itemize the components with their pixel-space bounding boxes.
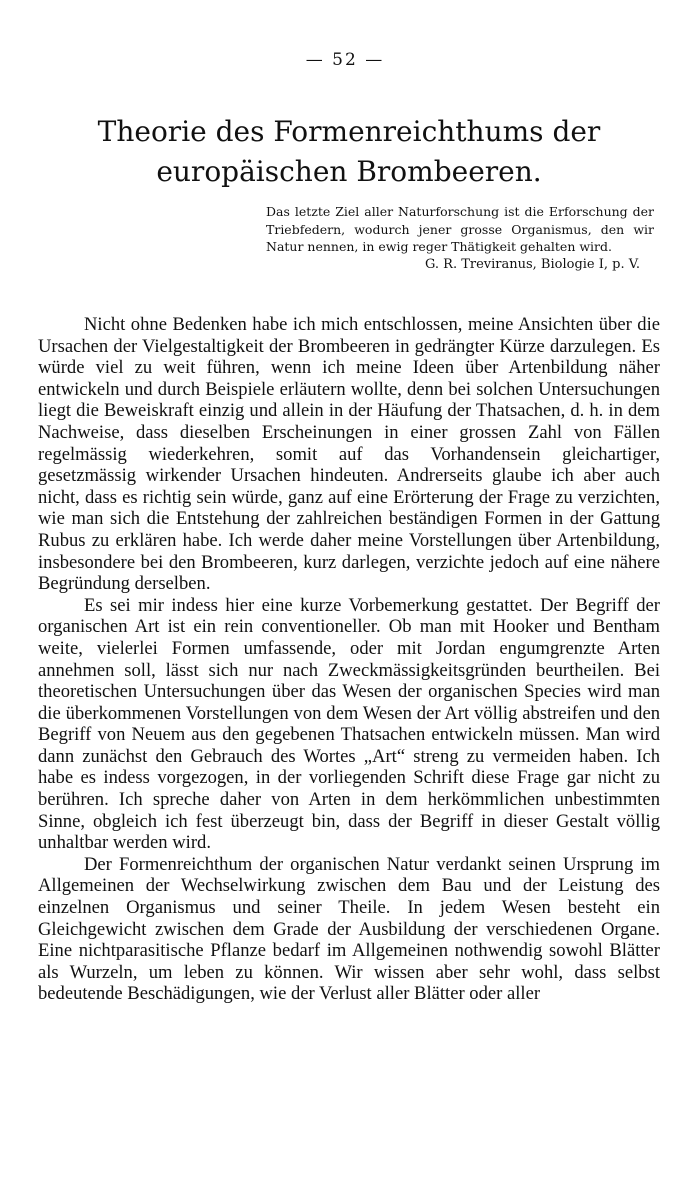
epigraph-source: G. R. Treviranus, Biologie I, p. V. [424, 256, 640, 272]
paragraph-3: Der Formenreichthum der organischen Natur verdankt seinen Ursprung im Allgemeinen der Wechselwirkung zwischen dem Bau und der Leistung des einzelnen Organismus und seiner Theile. In jedem Wesen besteht ein Gleichgewicht zwischen dem Grade der Ausbildung der verschiedenen Organe. Eine nichtparasitische Pflanze bedarf im Allgemeinen nothwendig sowohl Blätter als Wurzeln, um leben zu können. Wir wissen aber sehr wohl, dass selbst bedeutende Beschädigungen, wie der Verlust aller Blätter oder aller [38, 853, 660, 1005]
epigraph [266, 203, 654, 273]
paragraph-2: Es sei mir indess hier eine kurze Vorbemerkung gestattet. Der Begriff der organischen Art ist ein rein conventioneller. Ob man mit Hooker und Bentham weite, vielerlei Formen umfassende, oder mit Jordan engumgrenzte Arten annehmen soll, lässt sich nur nach Zweckmässigkeitsgründen beurtheilen. Bei theoretischen Untersuchungen über das Wesen der organischen Species wird man die überkommenen Vorstellungen von dem Wesen der Art völlig abstreifen und den Begriff von Neuem aus den gegebenen Thatsachen entwickeln müssen. Man wird dann zunächst den Gebrauch des Wortes „Art“ streng zu vermeiden haben. Ich habe es indess vorgezogen, in der vorliegenden Schrift diese Frage gar nicht zu berühren. Ich spreche daher von Arten in dem herkömmlichen unbestimmten Sinne, obgleich ich fest überzeugt bin, dass der Begriff in dieser Gestalt völlig unhaltbar werden wird. [38, 594, 660, 854]
chapter-title [38, 112, 660, 192]
body-text [38, 314, 660, 1005]
page-number: — 52 — [305, 50, 385, 70]
title-line-2: europäischen Brombeeren. [156, 155, 542, 188]
title-line-1: Theorie des Formenreichthums der [97, 115, 601, 148]
paragraph-1: Nicht ohne Bedenken habe ich mich entschlossen, meine Ansichten über die Ursachen der Vielgestaltigkeit der Brombeeren in gedrängter Kürze darzulegen. Es würde viel zu weit führen, wenn ich meine Ideen über Artenbildung näher entwickeln und durch Beispiele erläutern wollte, denn bei solchen Untersuchungen liegt die Beweiskraft einzig und allein in der Häufung der Thatsachen, d. h. in dem Nachweise, dass dieselben Erscheinungen in einer grossen Zahl von Fällen regelmässig wiederkehren, somit auf das Vorhandensein gleichartiger, gesetzmässig wirkender Ursachen hindeuten. Andrerseits glaube ich aber auch nicht, dass es richtig sein würde, ganz auf eine Erörterung der Frage zu verzichten, wie man sich die Entstehung der zahlreichen beständigen Formen in der Gattung Rubus zu erklären habe. Ich werde daher meine Vorstellungen über Artenbildung, insbesondere bei den Brombeeren, kurz darlegen, verzichte jedoch auf eine nähere Begründung derselben. [38, 314, 660, 595]
epigraph-text: Das letzte Ziel aller Naturforschung ist die Erforschung der Triebfedern, wodurch jener grosse Organismus, den wir Natur nennen, in ewig reger Thätigkeit gehalten wird. [266, 204, 654, 254]
